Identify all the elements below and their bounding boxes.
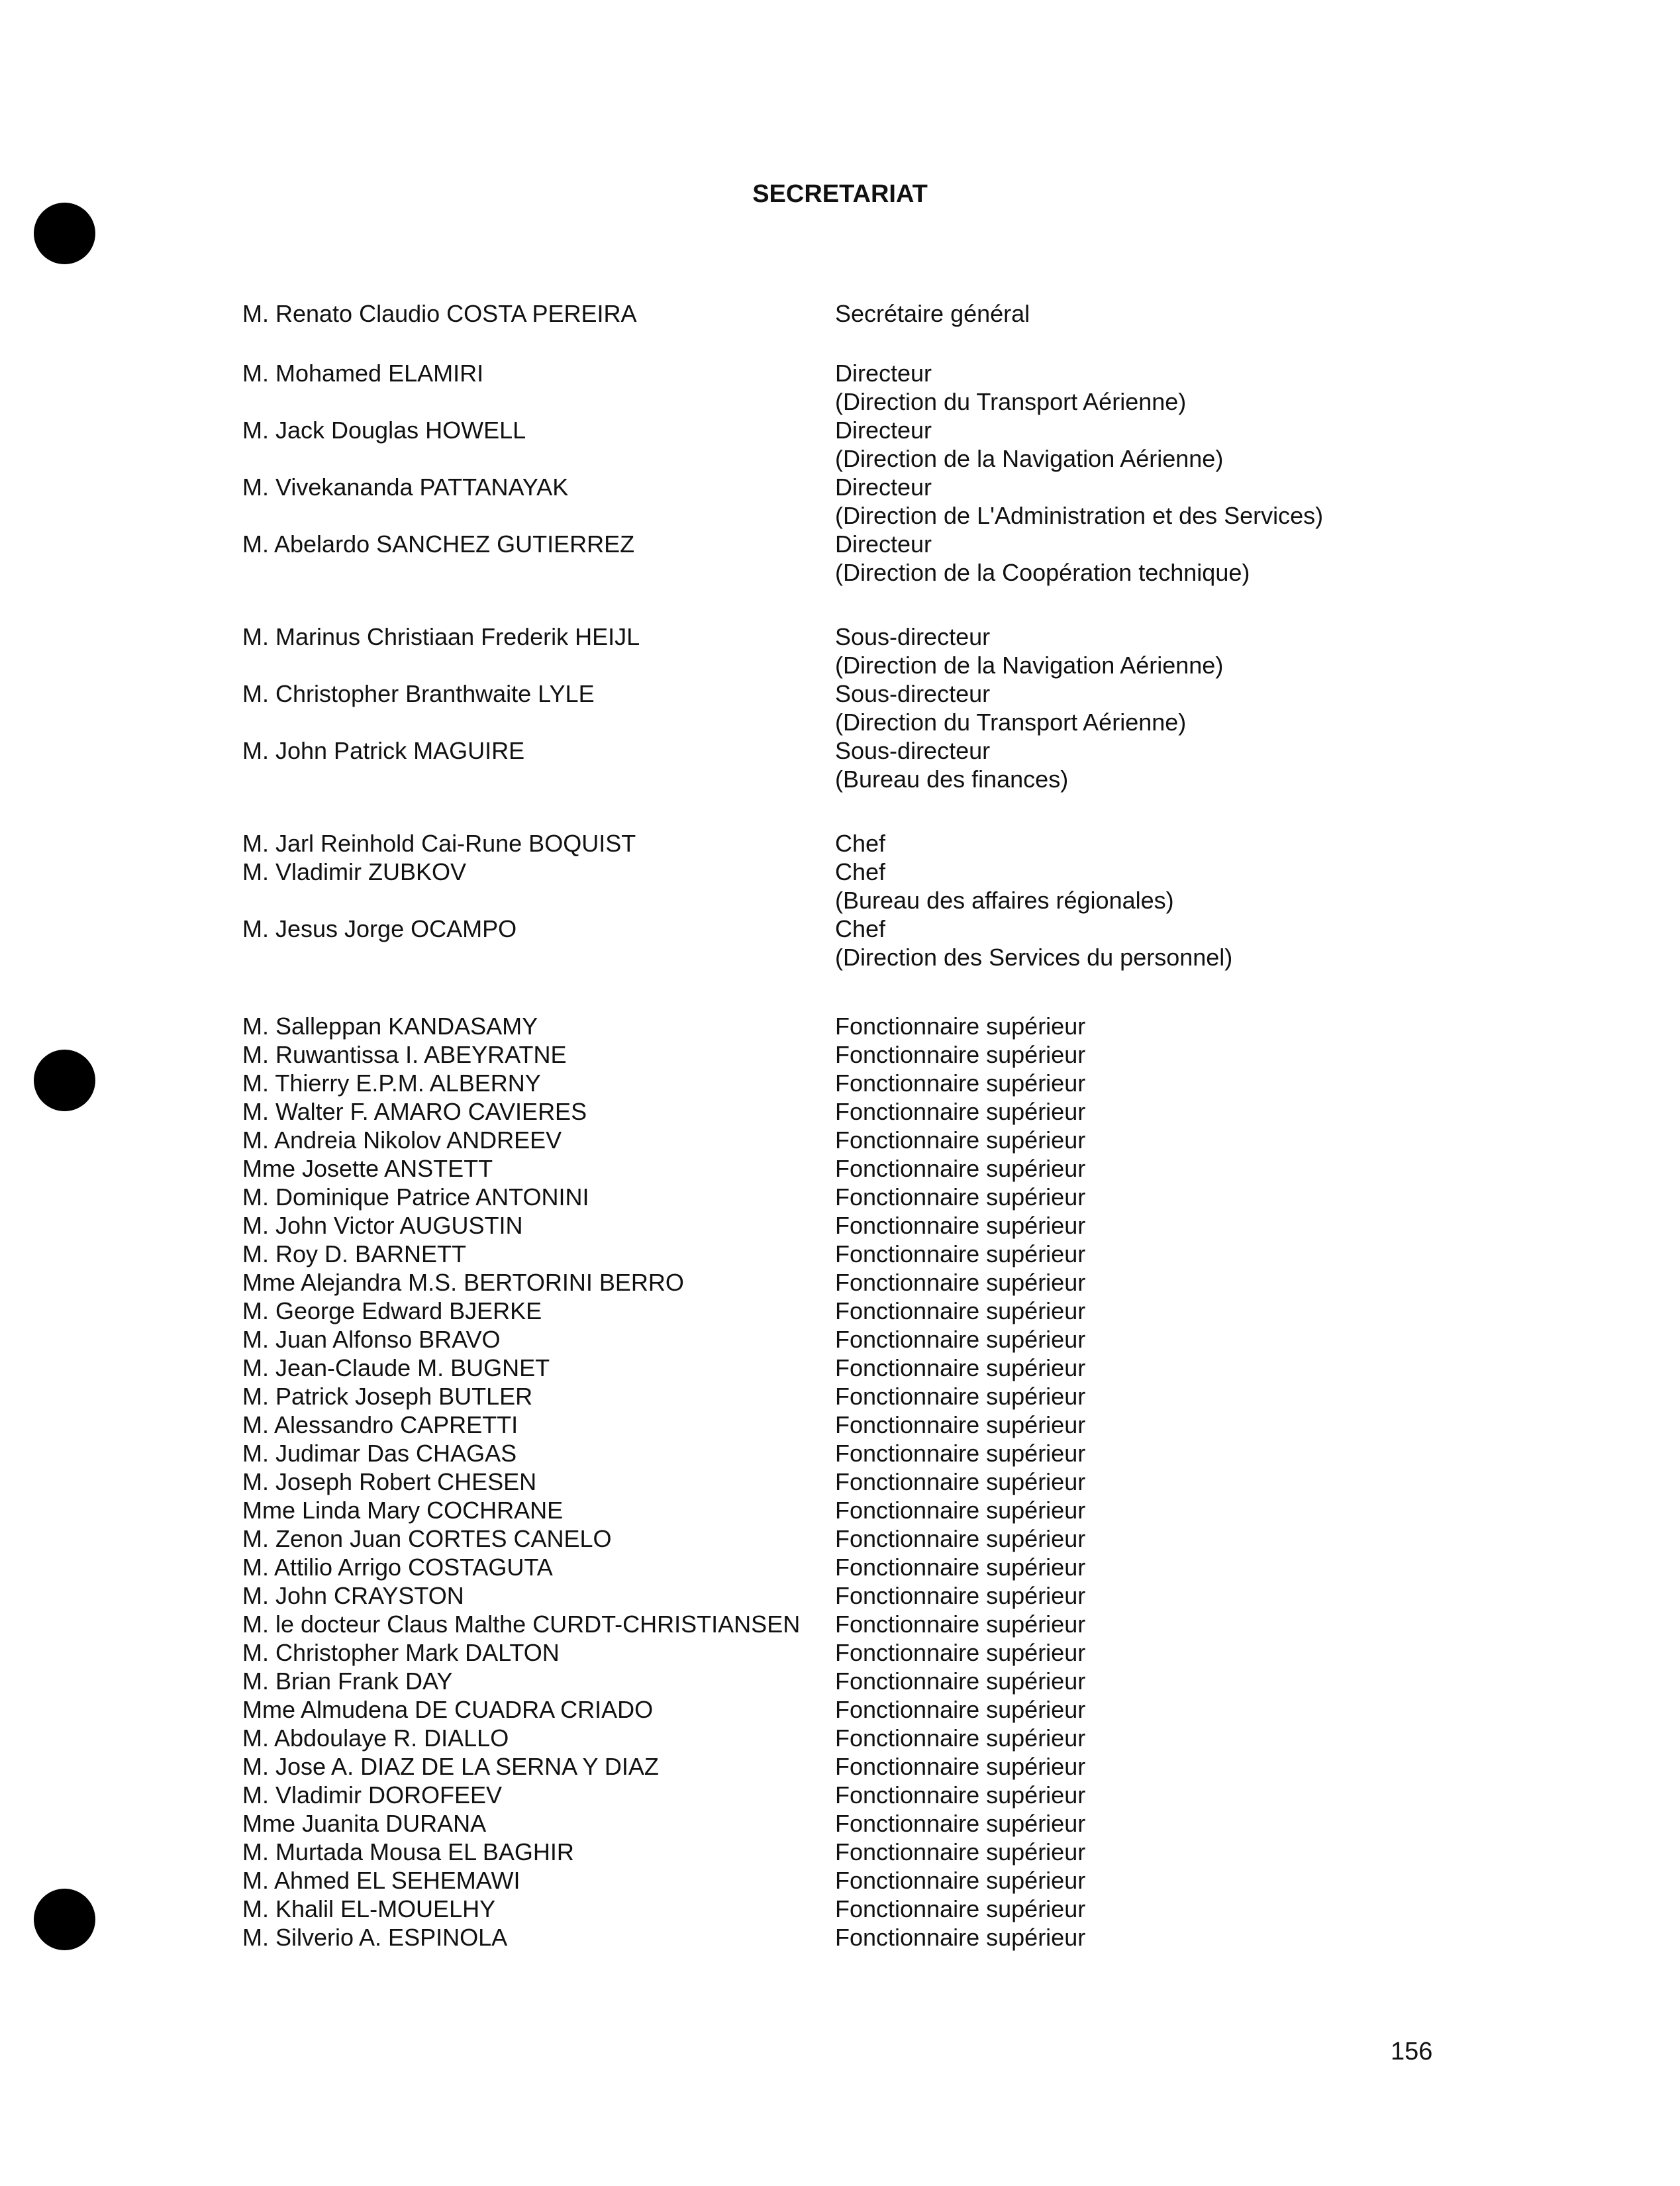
- staff-title: Fonctionnaire supérieur: [835, 1354, 1086, 1381]
- staff-name: Mme Almudena DE CUADRA CRIADO: [242, 1696, 654, 1723]
- staff-name: M. Christopher Branthwaite LYLE: [242, 680, 595, 707]
- staff-role: [835, 622, 1223, 679]
- staff-title: Fonctionnaire supérieur: [835, 1098, 1086, 1125]
- staff-role: [835, 1297, 1085, 1325]
- staff-title: Fonctionnaire supérieur: [835, 1383, 1086, 1410]
- staff-row: [242, 915, 1501, 971]
- staff-title: Fonctionnaire supérieur: [835, 1041, 1086, 1068]
- staff-department: (Bureau des affaires régionales): [835, 887, 1174, 914]
- staff-name: M. John Victor AUGUSTIN: [242, 1212, 523, 1239]
- staff-name: M. Abelardo SANCHEZ GUTIERREZ: [242, 530, 635, 558]
- staff-name: M. Christopher Mark DALTON: [242, 1639, 560, 1666]
- staff-row: [242, 1268, 1501, 1297]
- staff-row: [242, 1211, 1501, 1240]
- staff-role: [835, 1581, 1085, 1610]
- staff-role: [835, 1695, 1085, 1724]
- staff-group: [242, 359, 1501, 587]
- staff-role: [835, 736, 1068, 793]
- staff-role: [835, 1126, 1085, 1154]
- staff-name: M. Khalil EL-MOUELHY: [242, 1895, 496, 1922]
- staff-name: M. Walter F. AMARO CAVIERES: [242, 1098, 587, 1125]
- staff-name: M. Jarl Reinhold Cai-Rune BOQUIST: [242, 830, 636, 857]
- staff-name: M. George Edward BJERKE: [242, 1297, 542, 1324]
- staff-title: Fonctionnaire supérieur: [835, 1611, 1086, 1638]
- staff-title: Fonctionnaire supérieur: [835, 1326, 1086, 1353]
- staff-role: [835, 1240, 1085, 1268]
- staff-name: M. Marinus Christiaan Frederik HEIJL: [242, 623, 640, 650]
- staff-title: Fonctionnaire supérieur: [835, 1126, 1086, 1154]
- staff-row: [242, 1638, 1501, 1667]
- staff-title: Chef: [835, 830, 886, 857]
- staff-title: Directeur: [835, 530, 932, 558]
- staff-row: [242, 1695, 1501, 1724]
- staff-department: (Bureau des finances): [835, 766, 1069, 793]
- staff-row: [242, 1467, 1501, 1496]
- staff-role: [835, 1040, 1085, 1069]
- staff-title: Fonctionnaire supérieur: [835, 1525, 1086, 1552]
- staff-title: Fonctionnaire supérieur: [835, 1440, 1086, 1467]
- staff-role: [835, 1012, 1085, 1040]
- staff-group: [242, 829, 1501, 971]
- staff-role: [835, 1866, 1085, 1895]
- staff-title: Directeur: [835, 417, 932, 444]
- staff-name: M. Ruwantissa I. ABEYRATNE: [242, 1041, 567, 1068]
- staff-role: [835, 1411, 1085, 1439]
- staff-row: [242, 1866, 1501, 1895]
- staff-role: [835, 1524, 1085, 1553]
- page-number: 156: [1391, 2038, 1433, 2065]
- staff-role: [835, 1097, 1085, 1126]
- staff-row: [242, 1553, 1501, 1581]
- staff-role: [835, 1781, 1085, 1809]
- staff-row: [242, 530, 1501, 587]
- staff-title: Fonctionnaire supérieur: [835, 1724, 1086, 1752]
- staff-name: M. Ahmed EL SEHEMAWI: [242, 1867, 520, 1894]
- staff-row: [242, 622, 1501, 679]
- staff-name: Mme Josette ANSTETT: [242, 1155, 493, 1182]
- staff-title: Sous-directeur: [835, 737, 991, 764]
- staff-title: Chef: [835, 915, 886, 942]
- staff-name: M. Brian Frank DAY: [242, 1667, 453, 1695]
- staff-role: [835, 1895, 1085, 1923]
- staff-role: [835, 1325, 1085, 1354]
- staff-title: Fonctionnaire supérieur: [835, 1468, 1086, 1495]
- staff-name: M. Abdoulaye R. DIALLO: [242, 1724, 509, 1752]
- staff-title: Fonctionnaire supérieur: [835, 1924, 1086, 1951]
- staff-name: M. Zenon Juan CORTES CANELO: [242, 1525, 612, 1552]
- staff-name: M. Vladimir DOROFEEV: [242, 1781, 503, 1809]
- staff-role: [835, 858, 1174, 915]
- staff-name: Mme Linda Mary COCHRANE: [242, 1497, 564, 1524]
- staff-role: [835, 1838, 1085, 1866]
- staff-role: [835, 1154, 1085, 1183]
- staff-department: (Direction de L'Administration et des Services): [835, 502, 1324, 529]
- punch-hole-top: [34, 203, 95, 264]
- staff-name: M. Mohamed ELAMIRI: [242, 360, 484, 387]
- staff-title: Fonctionnaire supérieur: [835, 1582, 1086, 1609]
- staff-name: M. Juan Alfonso BRAVO: [242, 1326, 501, 1353]
- staff-role: [835, 1467, 1085, 1496]
- punch-hole-middle: [34, 1050, 95, 1111]
- staff-row: [242, 1524, 1501, 1553]
- staff-name: M. Silverio A. ESPINOLA: [242, 1924, 508, 1951]
- staff-title: Fonctionnaire supérieur: [835, 1155, 1086, 1182]
- staff-department: (Direction de la Coopération technique): [835, 559, 1250, 586]
- staff-title: Fonctionnaire supérieur: [835, 1240, 1086, 1267]
- staff-row: [242, 1382, 1501, 1411]
- staff-row: [242, 736, 1501, 793]
- staff-name: M. John CRAYSTON: [242, 1582, 464, 1609]
- staff-role: [835, 1211, 1085, 1240]
- staff-row: [242, 1923, 1501, 1952]
- staff-role: [835, 1638, 1085, 1667]
- staff-title: Fonctionnaire supérieur: [835, 1810, 1086, 1837]
- staff-title: Fonctionnaire supérieur: [835, 1497, 1086, 1524]
- staff-name: M. Alessandro CAPRETTI: [242, 1411, 519, 1438]
- staff-title: Sous-directeur: [835, 623, 991, 650]
- staff-row: [242, 1581, 1501, 1610]
- staff-department: (Direction du Transport Aérienne): [835, 388, 1187, 415]
- staff-name: M. Murtada Mousa EL BAGHIR: [242, 1838, 574, 1865]
- staff-name: Mme Juanita DURANA: [242, 1810, 487, 1837]
- staff-role: [835, 473, 1323, 530]
- staff-role: [835, 679, 1186, 736]
- staff-role: [835, 1724, 1085, 1752]
- staff-department: (Direction de la Navigation Aérienne): [835, 652, 1224, 679]
- staff-name: M. Thierry E.P.M. ALBERNY: [242, 1069, 541, 1097]
- staff-name: M. Jack Douglas HOWELL: [242, 417, 526, 444]
- staff-group: [242, 1012, 1501, 1952]
- staff-title: Fonctionnaire supérieur: [835, 1183, 1086, 1211]
- staff-title: Secrétaire général: [835, 300, 1030, 327]
- staff-name: M. Andreia Nikolov ANDREEV: [242, 1126, 562, 1154]
- staff-title: Fonctionnaire supérieur: [835, 1838, 1086, 1865]
- staff-row: [242, 1240, 1501, 1268]
- staff-row: [242, 1752, 1501, 1781]
- staff-role: [835, 359, 1186, 416]
- staff-title: Fonctionnaire supérieur: [835, 1867, 1086, 1894]
- staff-name: M. Attilio Arrigo COSTAGUTA: [242, 1554, 553, 1581]
- staff-row: [242, 858, 1501, 915]
- staff-title: Directeur: [835, 360, 932, 387]
- staff-role: [835, 1923, 1085, 1952]
- staff-role: [835, 1610, 1085, 1638]
- staff-name: M. Roy D. BARNETT: [242, 1240, 467, 1267]
- staff-role: [835, 1439, 1085, 1467]
- staff-row: [242, 1325, 1501, 1354]
- staff-department: (Direction des Services du personnel): [835, 944, 1233, 971]
- staff-title: Fonctionnaire supérieur: [835, 1013, 1086, 1040]
- staff-row: [242, 1411, 1501, 1439]
- staff-role: [835, 1496, 1085, 1524]
- page-title: SECRETARIAT: [752, 180, 928, 208]
- staff-row: [242, 1439, 1501, 1467]
- staff-role: [835, 829, 885, 858]
- staff-row: [242, 1667, 1501, 1695]
- staff-row: [242, 1895, 1501, 1923]
- staff-row: [242, 1610, 1501, 1638]
- staff-row: [242, 299, 1501, 328]
- staff-row: [242, 1354, 1501, 1382]
- staff-row: [242, 1297, 1501, 1325]
- staff-title: Fonctionnaire supérieur: [835, 1069, 1086, 1097]
- staff-role: [835, 1752, 1085, 1781]
- staff-row: [242, 1809, 1501, 1838]
- staff-row: [242, 473, 1501, 530]
- staff-row: [242, 1496, 1501, 1524]
- staff-row: [242, 416, 1501, 473]
- staff-role: [835, 416, 1223, 473]
- staff-role: [835, 1354, 1085, 1382]
- staff-name: M. Jesus Jorge OCAMPO: [242, 915, 517, 942]
- staff-title: Sous-directeur: [835, 680, 991, 707]
- staff-name: M. Vladimir ZUBKOV: [242, 858, 467, 885]
- staff-row: [242, 1154, 1501, 1183]
- staff-title: Chef: [835, 858, 886, 885]
- staff-name: M. le docteur Claus Malthe CURDT-CHRISTIANSEN: [242, 1611, 801, 1638]
- staff-department: (Direction du Transport Aérienne): [835, 709, 1187, 736]
- staff-title: Fonctionnaire supérieur: [835, 1411, 1086, 1438]
- staff-name: M. Judimar Das CHAGAS: [242, 1440, 517, 1467]
- staff-title: Fonctionnaire supérieur: [835, 1895, 1086, 1922]
- staff-row: [242, 679, 1501, 736]
- staff-row: [242, 1838, 1501, 1866]
- staff-title: Fonctionnaire supérieur: [835, 1696, 1086, 1723]
- staff-role: [835, 1382, 1085, 1411]
- staff-row: [242, 1183, 1501, 1211]
- staff-title: Fonctionnaire supérieur: [835, 1753, 1086, 1780]
- staff-name: M. Jean-Claude M. BUGNET: [242, 1354, 550, 1381]
- staff-row: [242, 1724, 1501, 1752]
- staff-title: Fonctionnaire supérieur: [835, 1297, 1086, 1324]
- staff-role: [835, 299, 1030, 328]
- staff-role: [835, 1268, 1085, 1297]
- staff-title: Directeur: [835, 473, 932, 501]
- staff-role: [835, 1553, 1085, 1581]
- staff-row: [242, 829, 1501, 858]
- staff-name: Mme Alejandra M.S. BERTORINI BERRO: [242, 1269, 684, 1296]
- staff-name: M. Joseph Robert CHESEN: [242, 1468, 537, 1495]
- staff-title: Fonctionnaire supérieur: [835, 1667, 1086, 1695]
- staff-row: [242, 1012, 1501, 1040]
- staff-title: Fonctionnaire supérieur: [835, 1781, 1086, 1809]
- staff-department: (Direction de la Navigation Aérienne): [835, 445, 1224, 472]
- staff-role: [835, 915, 1232, 971]
- staff-row: [242, 1069, 1501, 1097]
- staff-name: M. Vivekananda PATTANAYAK: [242, 473, 569, 501]
- staff-row: [242, 1040, 1501, 1069]
- staff-name: M. Renato Claudio COSTA PEREIRA: [242, 300, 637, 327]
- staff-title: Fonctionnaire supérieur: [835, 1554, 1086, 1581]
- staff-row: [242, 1781, 1501, 1809]
- staff-name: M. Salleppan KANDASAMY: [242, 1013, 538, 1040]
- staff-row: [242, 359, 1501, 416]
- staff-title: Fonctionnaire supérieur: [835, 1269, 1086, 1296]
- staff-role: [835, 530, 1250, 587]
- staff-role: [835, 1183, 1085, 1211]
- staff-row: [242, 1126, 1501, 1154]
- staff-name: M. John Patrick MAGUIRE: [242, 737, 525, 764]
- staff-role: [835, 1809, 1085, 1838]
- punch-hole-bottom: [34, 1889, 95, 1950]
- staff-title: Fonctionnaire supérieur: [835, 1639, 1086, 1666]
- staff-row: [242, 1097, 1501, 1126]
- staff-role: [835, 1667, 1085, 1695]
- staff-role: [835, 1069, 1085, 1097]
- staff-group: [242, 299, 1501, 328]
- staff-title: Fonctionnaire supérieur: [835, 1212, 1086, 1239]
- staff-name: M. Jose A. DIAZ DE LA SERNA Y DIAZ: [242, 1753, 659, 1780]
- staff-name: M. Dominique Patrice ANTONINI: [242, 1183, 589, 1211]
- staff-name: M. Patrick Joseph BUTLER: [242, 1383, 533, 1410]
- staff-group: [242, 622, 1501, 793]
